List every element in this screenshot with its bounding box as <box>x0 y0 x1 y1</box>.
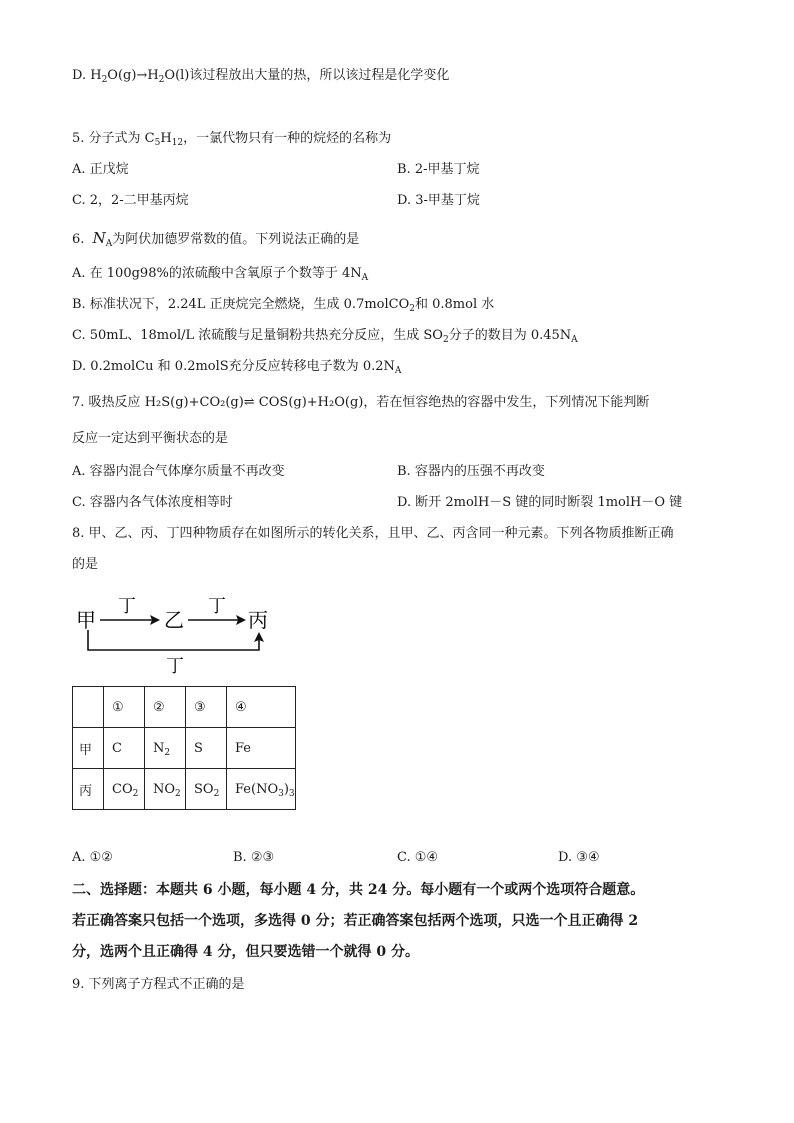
q7-option-c: C. 容器内各气体浓度相等时 <box>72 495 233 510</box>
q6-option-b: B. 标准状况下，2.24L 正庚烷完全燃烧，生成 0.7molCO$_2$和 0.8mol 水 <box>72 297 495 314</box>
q5-option-a: A. 正戊烷 <box>72 162 129 177</box>
diagram-label-ding-3: 丁 <box>166 656 184 677</box>
section2-heading-line2: 若正确答案只包括一个选项，多选得 0 分；若正确答案包括两个选项，只选一个且正确得 2 <box>72 913 639 929</box>
q7-equation: H₂S(g)+CO₂(g)⇌ COS(g)+H₂O(g) <box>144 395 364 410</box>
q7-option-a: A. 容器内混合气体摩尔质量不再改变 <box>72 464 285 479</box>
q6-stem: 6. $N_A$为阿伏加德罗常数的值。下列说法正确的是 <box>72 229 360 249</box>
q5-option-c: C. 2，2-二甲基丙烷 <box>72 193 189 208</box>
table-cell: ④ <box>227 687 296 728</box>
q4-option-d: D. $H_2O(g)\to H_2O(l)$该过程放出大量的热，所以该过程是化学变化 <box>72 68 450 85</box>
table-cell: 丙 <box>73 769 104 810</box>
diagram-label-jia: 甲 <box>76 608 96 632</box>
q7-stem-line2: 反应一定达到平衡状态的是 <box>72 431 229 446</box>
diagram-label-ding-1: 丁 <box>118 596 136 617</box>
table-cell: $NO_2$ <box>145 769 186 810</box>
q6-option-a: A. 在 100g98%的浓硫酸中含氧原子个数等于 $4N_A$ <box>72 266 369 283</box>
table-cell: ② <box>145 687 186 728</box>
table-cell: 甲 <box>73 728 104 769</box>
table-cell: ① <box>104 687 145 728</box>
table-cell: ③ <box>186 687 227 728</box>
q8-table <box>72 686 296 810</box>
table-header-row <box>73 687 296 728</box>
q9-stem: 9. 下列离子方程式不正确的是 <box>72 977 245 992</box>
q8-option-d: D. ③④ <box>558 850 600 865</box>
diagram-label-bing: 丙 <box>248 608 268 632</box>
q8-stem-line2: 的是 <box>72 557 99 572</box>
q5-option-d: D. 3-甲基丁烷 <box>397 193 480 208</box>
q5-stem: 5. 分子式为 $C_5H_{12}$，一氯代物只有一种的烷烃的名称为 <box>72 131 392 148</box>
section2-heading-line3: 分，选两个且正确得 4 分，但只要选错一个就得 0 分。 <box>72 944 419 960</box>
table-cell: $SO_2$ <box>186 769 227 810</box>
q7-stem: 7. 吸热反应 H₂S(g)+CO₂(g)⇌ COS(g)+H₂O(g)，若在恒容绝热的容器中发生，下列情况下能判断 <box>72 395 650 410</box>
q6-option-c: C. 50mL、18mol/L 浓硫酸与足量铜粉共热充分反应，生成 $SO_2$分子的数目为 $0.45N_A$ <box>72 328 578 345</box>
table-cell: $Fe(NO_3)_3$ <box>227 769 296 810</box>
q8-transformation-diagram <box>72 590 292 680</box>
table-cell: Fe <box>227 728 296 769</box>
q8-option-c: C. ①④ <box>397 850 439 865</box>
q8-option-b: B. ②③ <box>233 850 275 865</box>
q7-option-b: B. 容器内的压强不再改变 <box>397 464 545 479</box>
q7-option-d: D. 断开 2molH－S 键的同时断裂 1molH－O 键 <box>397 495 683 510</box>
q8-stem: 8. 甲、乙、丙、丁四种物质存在如图所示的转化关系，且甲、乙、丙含同一种元素。下列各物质推断正确 <box>72 526 674 541</box>
table-cell: $N_2$ <box>145 728 186 769</box>
diagram-label-yi: 乙 <box>164 608 184 632</box>
table-cell: $CO_2$ <box>104 769 145 810</box>
q5-option-b: B. 2-甲基丁烷 <box>397 162 480 177</box>
diagram-label-ding-2: 丁 <box>208 596 226 617</box>
q8-option-a: A. ①② <box>72 850 113 865</box>
table-cell <box>73 687 104 728</box>
table-row <box>73 769 296 810</box>
table-cell: S <box>186 728 227 769</box>
q6-option-d: D. 0.2molCu 和 0.2molS充分反应转移电子数为 $0.2N_A$ <box>72 359 402 376</box>
table-row <box>73 728 296 769</box>
section2-heading-line1: 二、选择题：本题共 6 小题，每小题 4 分，共 24 分。每小题有一个或两个选项符合题意。 <box>72 882 645 898</box>
table-cell: C <box>104 728 145 769</box>
